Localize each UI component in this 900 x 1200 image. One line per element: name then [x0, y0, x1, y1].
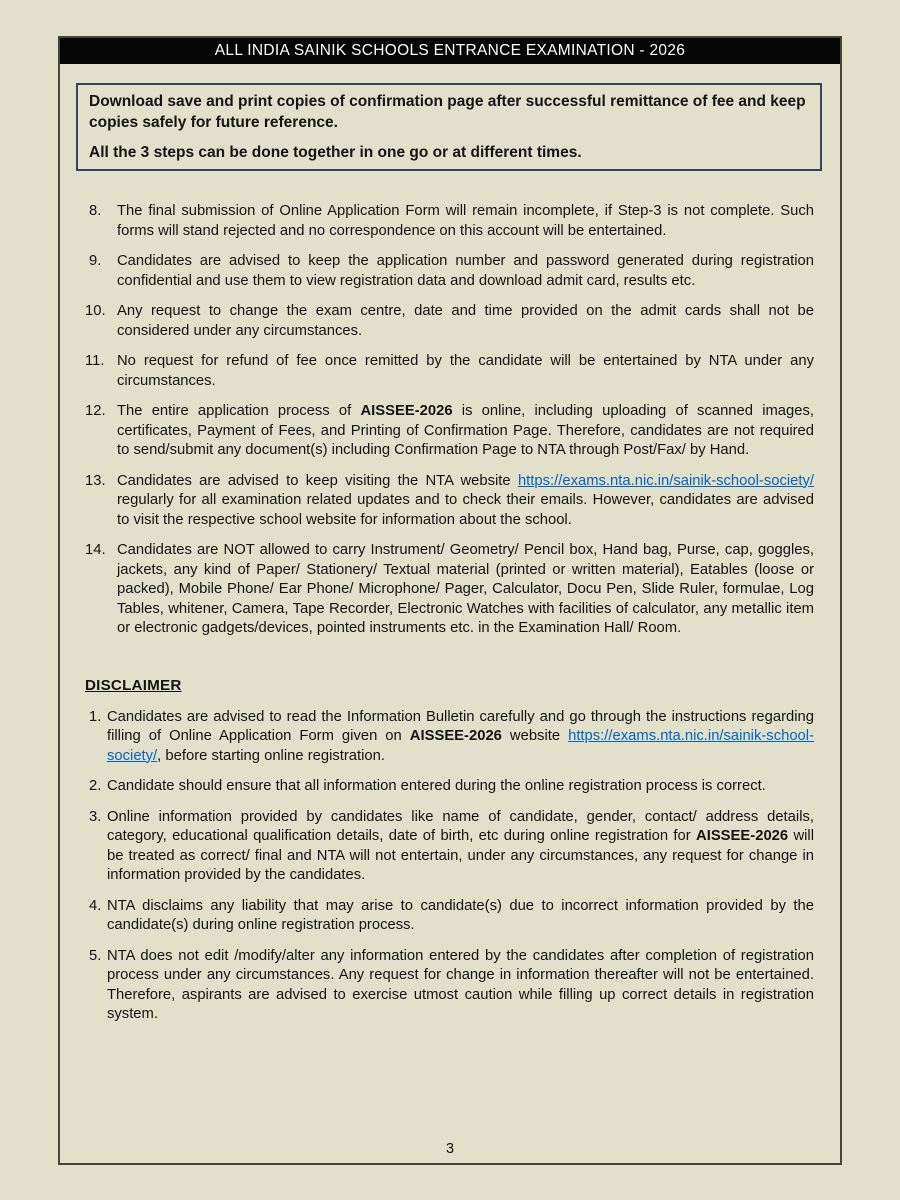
text-segment: Candidates are NOT allowed to carry Instrument/ Geometry/ Pencil box, Hand bag, Purse, cap, goggles, jackets, any kind of Paper/ Stationery/ Textual material (printed or written material), Eatables (loose or packed), Mobile Phone/ Ear Phone/ Microphone/ Pager, Calculator, Docu Pen, Slide Ruler, formulae, Log Tables, whitener, Camera, Tape Recorder, Electronic Watches with facilities of calculator, any metallic item or electronic gadgets/devices, pointed instruments etc. in the Examination Hall/ Room.	[117, 542, 814, 636]
list-item-text	[107, 897, 814, 936]
text-segment: is online, including uploading of scanned images, certificates, Payment of Fees, and Printing of Confirmation Page. Therefore, candidates are not required to send/submit any document(s) including Confirmation Page to NTA through Post/Fax/ by Hand.	[117, 403, 815, 458]
list-item	[85, 252, 814, 291]
text-segment: , before starting online registration.	[157, 747, 386, 764]
document-page	[58, 36, 842, 1165]
list-item-text	[117, 472, 814, 531]
list-item-number: 1.	[89, 708, 102, 725]
list-item	[85, 947, 814, 1025]
text-segment: NTA does not edit /modify/alter any information entered by the candidates after completion of registration process under any circumstances. Any request for change in information thereafter will not be entertained. Therefore, aspirants are advised to exercise utmost caution while filling up correct details in registration system.	[107, 947, 814, 1022]
text-segment: The final submission of Online Application Form will remain incomplete, if Step-3 is not complete. Such forms will stand rejected and no correspondence on this account will be entertained.	[117, 203, 814, 239]
page-header	[60, 38, 840, 64]
list-item	[85, 402, 814, 461]
text-segment: Candidates are advised to keep the application number and password generated during registration confidential and use them to view registration data and download admit card, results etc.	[117, 253, 814, 289]
list-item	[85, 777, 814, 797]
text-segment: will be treated as correct/ final and NTA will not entertain, under any circumstances, any request for change in information provided by the candidates.	[107, 828, 814, 883]
list-item-text	[117, 352, 814, 391]
list-item-number: 5.	[89, 947, 102, 964]
list-item	[85, 808, 814, 886]
disclaimer-heading: DISCLAIMER	[85, 676, 182, 694]
text-segment: No request for refund of fee once remitted by the candidate will be entertained by NTA under any circumstances.	[117, 353, 814, 389]
text-segment: website	[501, 728, 569, 744]
notice-line: All the 3 steps can be done together in one go or at different times.	[89, 144, 582, 161]
disclaimer-section	[85, 650, 814, 1025]
list-item-text	[117, 252, 814, 291]
list-item-number: 12.	[85, 403, 106, 419]
list-item	[85, 541, 814, 639]
list-item-number: 3.	[89, 808, 102, 825]
list-item-number: 14.	[85, 542, 106, 558]
list-item-number: 13.	[85, 472, 106, 489]
text-segment: regularly for all examination related updates and to check their emails. However, candidates are advised to visit the respective school website for information about the school.	[117, 492, 814, 528]
text-segment: Online information provided by candidates like name of candidate, gender, contact/ address details, category, educational qualification details, date of birth, etc during online registration for	[107, 808, 814, 844]
text-segment: Candidate should ensure that all information entered during the online registration process is correct.	[107, 778, 766, 794]
list-item-number: 8.	[89, 203, 102, 219]
notice-box	[76, 83, 822, 171]
bold-text: AISSEE-2026	[360, 403, 453, 419]
page-number: 3	[445, 1141, 455, 1157]
list-item	[85, 202, 814, 241]
text-segment: Candidates are advised to keep visiting the NTA website	[117, 472, 518, 489]
list-item-number: 2.	[89, 778, 102, 794]
bold-text: AISSEE-2026	[696, 828, 789, 844]
list-item	[85, 302, 814, 341]
text-segment: The entire application process of	[117, 403, 361, 419]
bold-text: AISSEE-2026	[409, 728, 502, 744]
text-segment: Any request to change the exam centre, date and time provided on the admit cards shall not be considered under any circumstances.	[117, 303, 814, 339]
list-item-text	[107, 947, 814, 1025]
notice-line: Download save and print copies of confirmation page after successful remittance of fee and keep copies safely for future reference.	[89, 93, 806, 131]
list-item-text	[107, 808, 814, 886]
list-item-text	[107, 777, 814, 797]
list-item-text	[117, 402, 814, 461]
list-item-number: 9.	[89, 253, 102, 269]
list-item	[85, 897, 814, 936]
list-item-text	[117, 541, 814, 639]
list-item-number: 11.	[85, 353, 105, 369]
page-content	[60, 171, 840, 1025]
list-item-number: 10.	[85, 303, 106, 319]
nta-website-link[interactable]: https://exams.nta.nic.in/sainik-school-society/	[107, 728, 814, 764]
text-segment: NTA disclaims any liability that may arise to candidate(s) due to incorrect information provided by the candidate(s) during online registration process.	[107, 897, 814, 933]
text-segment: Candidates are advised to read the Information Bulletin carefully and go through the instructions regarding filling of Online Application Form given on	[107, 708, 814, 744]
disclaimer-list	[85, 708, 814, 1025]
list-item	[85, 708, 814, 767]
nta-website-link[interactable]: https://exams.nta.nic.in/sainik-school-society/	[517, 472, 814, 489]
list-item	[85, 472, 814, 531]
page-title: ALL INDIA SAINIK SCHOOLS ENTRANCE EXAMINATION - 2026	[214, 42, 686, 59]
list-item-text	[117, 202, 814, 241]
list-item-number: 4.	[89, 897, 102, 914]
list-item-text	[107, 708, 814, 767]
list-item	[85, 352, 814, 391]
instructions-list	[85, 202, 814, 639]
list-item-text	[117, 302, 814, 341]
